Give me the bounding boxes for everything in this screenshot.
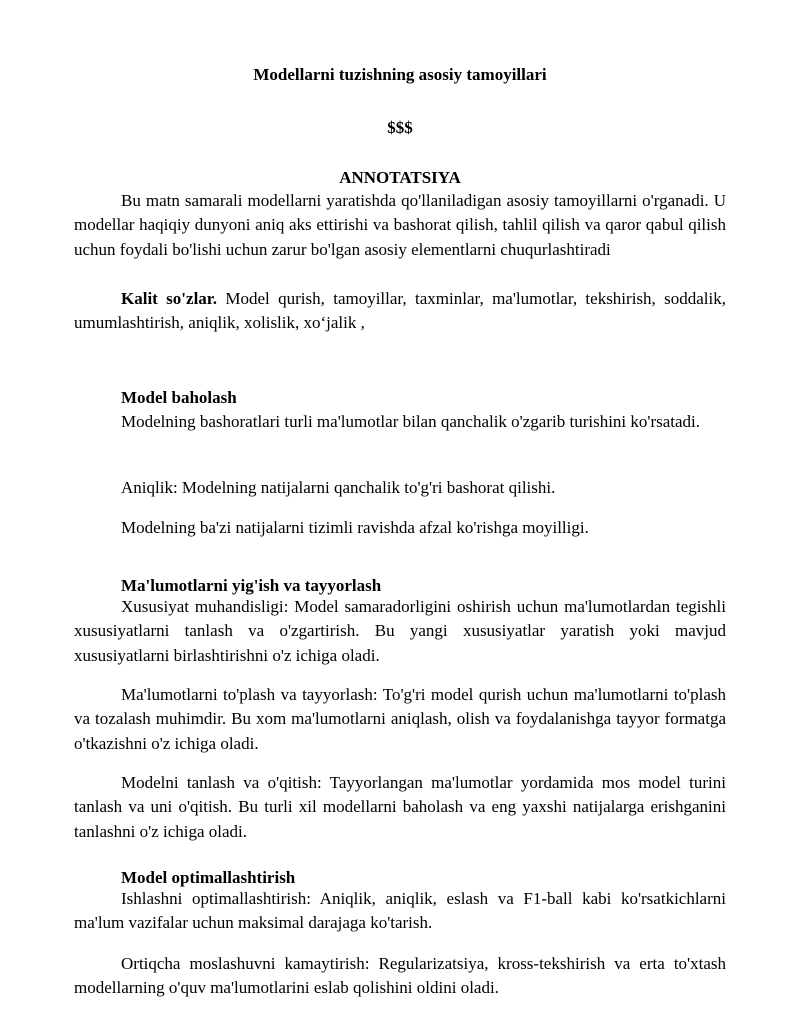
- paragraph: Ma'lumotlarni to'plash va tayyorlash: To'g'ri model qurish uchun ma'lumotlarni to'plash va tozalash muhimdir. Bu xom ma'lumotlarni aniqlash, olish va foydalanishga tayyor formatga o'tkazishni o'z ichiga oladi.: [74, 685, 726, 753]
- paragraph: Xususiyat muhandisligi: Model samaradorligini oshirish uchun ma'lumotlardan tegishli xususiyatlarni tanlash va o'zgartirish. Bu yangi xususiyatlar yaratish yoki mavjud xususiyatlarni birlashtirishni o'z ichiga oladi.: [74, 597, 726, 665]
- paragraph: Modelni tanlash va o'qitish: Tayyorlangan ma'lumotlar yordamida mos model turini tanlash va uni o'qitish. Bu turli xil modellarni baholash va eng yaxshi natijalarga erishganini tanlashni o'z ichiga oladi.: [74, 773, 726, 841]
- paragraph: Modelning bashoratlari turli ma'lumotlar bilan qanchalik o'zgarib turishini ko'rsatadi.: [121, 412, 701, 431]
- section-heading-malumotlarni-yigish: Ma'lumotlarni yig'ish va tayyorlash: [121, 576, 382, 595]
- keywords-paragraph: [74, 287, 726, 336]
- paragraph: Modelning ba'zi natijalarni tizimli ravishda afzal ko'rishga moyilligi.: [121, 518, 589, 537]
- paragraph: Aniqlik: Modelning natijalarni qanchalik to'g'ri bashorat qilishi.: [121, 478, 556, 497]
- document-title: Modellarni tuzishning asosiy tamoyillari: [253, 65, 547, 84]
- keywords-label: Kalit so'zlar.: [121, 289, 218, 308]
- section-heading-model-optimallashtirish: Model optimallashtirish: [121, 868, 296, 887]
- annotation-paragraph: Bu matn samarali modellarni yaratishda qo'llaniladigan asosiy tamoyillarni o'rganadi. U modellar haqiqiy dunyoni aniq aks ettirishi va bashorat qilish, tahlil qilish va qaror qabul qilish uchun foydali bo'lishi uchun zarur bo'lgan asosiy elementlarni chuqurlashtiradi: [74, 191, 726, 259]
- keywords-text: Model qurish, tamoyillar, taxminlar, ma'lumotlar, tekshirish, soddalik, umumlashtirish, aniqlik, xolislik, xo‘jalik ,: [74, 289, 726, 333]
- document-symbol: $$$: [387, 118, 413, 137]
- annotation-heading: ANNOTATSIYA: [339, 168, 461, 187]
- paragraph: Ortiqcha moslashuvni kamaytirish: Regularizatsiya, kross-tekshirish va erta to'xtash modellarning o'quv ma'lumotlarini eslab qolishini oldini oladi.: [74, 954, 726, 998]
- paragraph: Ishlashni optimallashtirish: Aniqlik, aniqlik, eslash va F1-ball kabi ko'rsatkichlarni ma'lum vazifalar uchun maksimal darajaga ko'tarish.: [74, 889, 726, 933]
- section-heading-model-baholash: Model baholash: [121, 388, 237, 407]
